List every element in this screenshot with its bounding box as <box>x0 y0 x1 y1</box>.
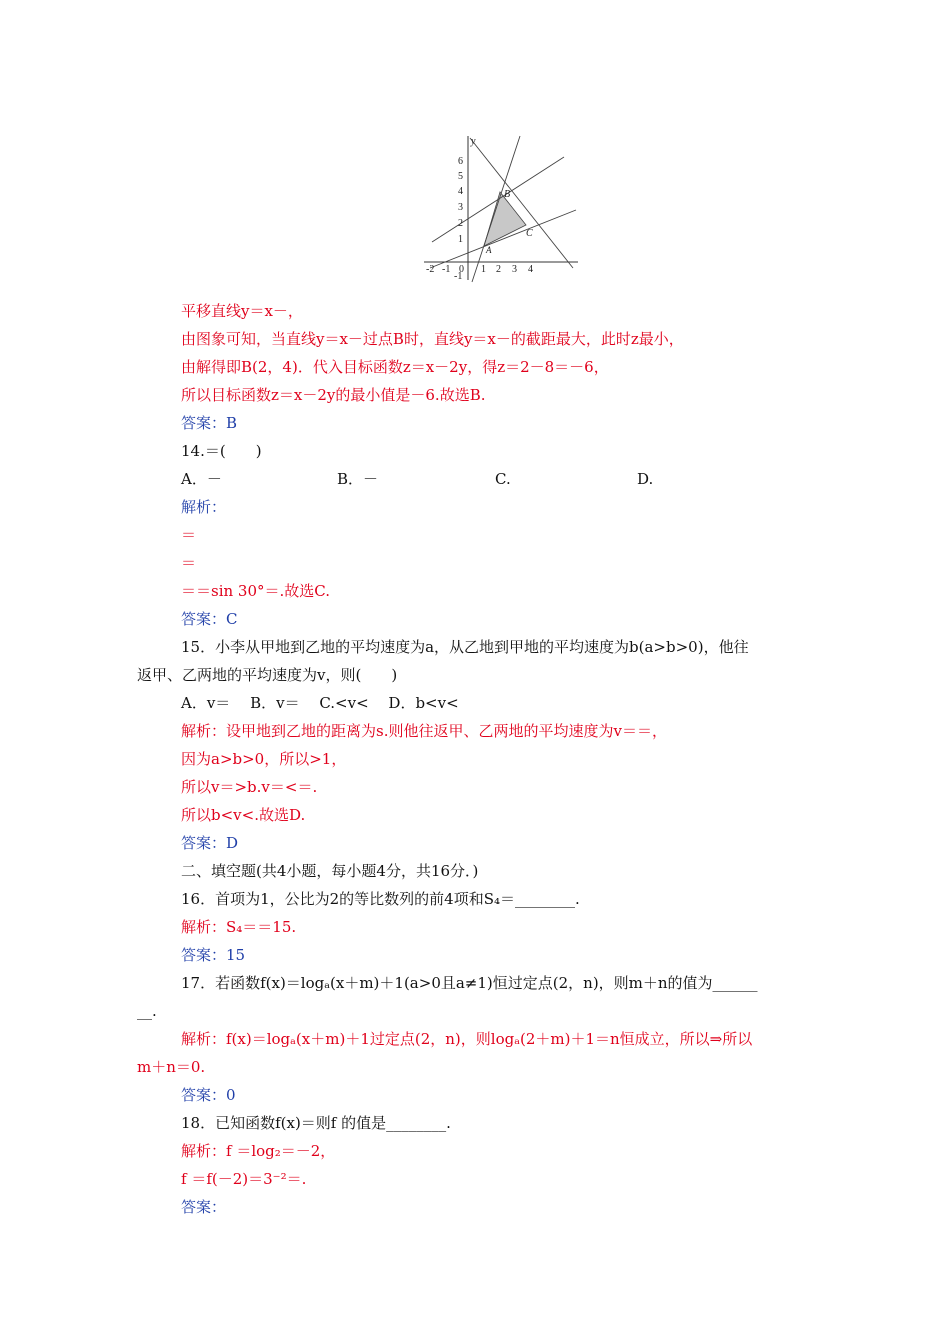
answer-line: 答案： <box>181 1198 227 1216</box>
question-15-options: A．v＝ B．v＝ C.<v< D．b<v< <box>181 694 459 712</box>
answer-line: 答案：15 <box>181 946 246 964</box>
feasible-region-figure <box>418 130 583 285</box>
y-tick: 5 <box>458 171 463 182</box>
question-18: 18．已知函数f(x)＝则f 的值是________. <box>181 1114 451 1132</box>
solution-line: m＋n＝0. <box>137 1058 206 1076</box>
solution-line: 由解得即B(2，4)．代入目标函数z＝x－2y，得z＝2－8＝－6， <box>181 358 609 376</box>
x-tick: -2 <box>426 264 435 275</box>
point-label-b: B <box>504 189 511 200</box>
y-tick: 2 <box>458 218 463 229</box>
origin-label: 0 <box>459 264 464 275</box>
solution-line: 由图象可知，当直线y＝x－过点B时，直线y＝x－的截距最大，此时z最小， <box>181 330 684 348</box>
option-b: B．－ <box>337 470 379 488</box>
option-c: C. <box>495 470 511 488</box>
answer-line: 答案：D <box>181 834 239 852</box>
solution-line: f ＝f(－2)＝3⁻²＝. <box>181 1170 307 1188</box>
x-tick: 4 <box>528 264 533 275</box>
question-16: 16．首项为1，公比为2的等比数列的前4项和S₄＝________. <box>181 890 580 908</box>
solution-line: 平移直线y＝x－， <box>181 302 303 320</box>
question-17-line-2: __. <box>137 1002 157 1020</box>
point-label-c: C <box>526 228 533 239</box>
solution-line: 解析：S₄＝＝15. <box>181 918 297 936</box>
solution-line: 所以v＝>b.v＝<＝. <box>181 778 318 796</box>
option-a: A．－ <box>181 470 222 488</box>
answer-line: 答案：C <box>181 610 238 628</box>
y-tick: 6 <box>458 156 463 167</box>
solution-line: ＝ <box>181 526 197 544</box>
question-17-line-1: 17．若函数f(x)＝logₐ(x＋m)＋1(a>0且a≠1)恒过定点(2，n)，则m＋n的值为______ <box>181 974 758 992</box>
solution-line: 所以b<v<.故选D. <box>181 806 306 824</box>
solution-line: ＝ <box>181 554 197 572</box>
analysis-label: 解析： <box>181 498 227 516</box>
question-14: 14.＝( ) <box>181 442 262 460</box>
x-tick: -1 <box>442 264 451 275</box>
x-tick: 2 <box>496 264 501 275</box>
option-d: D. <box>637 470 654 488</box>
y-tick: 4 <box>458 186 463 197</box>
solution-line: 所以目标函数z＝x－2y的最小值是－6.故选B. <box>181 386 486 404</box>
question-15-line-2: 返甲、乙两地的平均速度为v，则( ) <box>137 666 398 684</box>
solution-line: 解析：设甲地到乙地的距离为s.则他往返甲、乙两地的平均速度为v＝＝， <box>181 722 667 740</box>
answer-line: 答案：0 <box>181 1086 236 1104</box>
y-tick: 3 <box>458 202 463 213</box>
solution-line: 解析：f ＝log₂＝－2， <box>181 1142 336 1160</box>
solution-line: 解析：f(x)＝logₐ(x＋m)＋1过定点(2，n)，则logₐ(2＋m)＋1＝n恒成立，所以⇒所以 <box>181 1030 753 1048</box>
y-tick: 1 <box>458 234 463 245</box>
solution-line: ＝＝sin 30°＝.故选C. <box>181 582 330 600</box>
solution-line: 因为a>b>0，所以>1， <box>181 750 347 768</box>
x-tick: 3 <box>512 264 517 275</box>
answer-line: 答案：B <box>181 414 238 432</box>
section-heading: 二、填空题(共4小题，每小题4分，共16分．) <box>181 862 479 880</box>
x-tick: 1 <box>481 264 486 275</box>
question-15-line-1: 15．小李从甲地到乙地的平均速度为a，从乙地到甲地的平均速度为b(a>b>0)，他往 <box>181 638 749 656</box>
point-label-a: A <box>486 245 492 255</box>
y-axis-label: y <box>471 136 476 147</box>
y-tick: -1 <box>454 271 463 282</box>
